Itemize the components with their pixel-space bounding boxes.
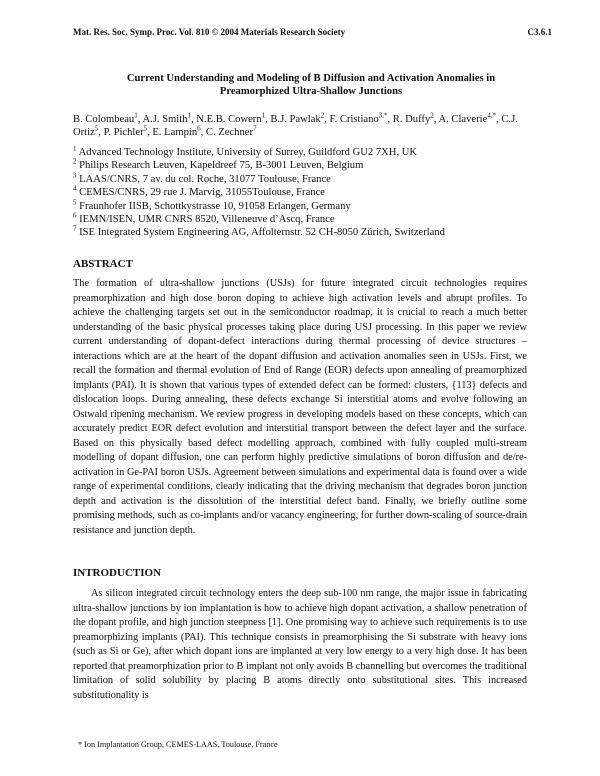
author-name: C.J. Ortiz (73, 114, 518, 139)
affiliation (73, 226, 560, 239)
paper-title (70, 72, 552, 98)
affiliation-number: 1 (73, 144, 77, 153)
author-name: B.J. Pawlak (270, 114, 321, 125)
author-affiliation-mark: 1 (134, 111, 138, 120)
author-affiliation-mark: 1 (187, 111, 191, 120)
affiliation-number: 6 (73, 211, 77, 220)
author-name: B. Colombeau (73, 114, 135, 125)
abstract-heading: ABSTRACT (73, 258, 133, 270)
affiliation-text: ISE Integrated System Engineering AG, Affolternstr. 52 CH-8050 Zürich, Switzerland (76, 227, 445, 239)
author (103, 124, 148, 139)
author-affiliation-mark: 5 (143, 124, 148, 133)
affiliation-text: CEMES/CNRS, 29 rue J. Marvig, 31055Toulouse, France (76, 187, 325, 199)
affiliation-number: 7 (73, 224, 77, 233)
introduction-heading: INTRODUCTION (73, 567, 162, 579)
author (142, 111, 191, 125)
author-affiliation-mark: 4,* (487, 111, 497, 120)
affiliation (73, 186, 560, 199)
author-affiliation-mark: 6 (197, 124, 201, 133)
author-affiliation-mark: 5 (94, 124, 99, 133)
affiliation-text: Advanced Technology Institute, University of Surrey, Guildford GU2 7XH, UK (76, 147, 418, 158)
affiliation-list (73, 146, 560, 240)
author-affiliation-mark: 2 (430, 111, 434, 120)
affiliation-text: IEMN/ISEN, UMR CNRS 8520, Villeneuve d’Ascq, France (76, 214, 335, 226)
author (152, 124, 201, 139)
author-name: A.J. Smith (142, 114, 188, 125)
affiliation (73, 213, 560, 226)
introduction-text: As silicon integrated circuit technology enters the deep sub-100 nm range, the major issue in fabricating ultra-shallow junctions by ion implantation is how to achieve high dopant activation, a shallow penetration of the dopant profile, and high junction steepness [1]. One promising way to achieve such requirements is to use preamorphizing implants (PAI). This technique consists in preamorphising the Si substrate with heavy ions (such as Si or Ge), after which dopant ions are implanted at very low energy to a very high dose. It has been reported that preamorphization prior to B implant not only avoids B channelling but overcomes the traditional limitation of solid solubility by placing B atoms directly onto substitutional sites. This increased substitutionality is (73, 588, 527, 701)
author (329, 111, 388, 125)
author-name: E. Lampin (152, 127, 198, 139)
author-name: N.E.B. Cowern (196, 114, 262, 125)
author-affiliation-mark: 7 (252, 124, 257, 133)
affiliation-number: 5 (73, 198, 77, 207)
affiliation-text: Fraunhofer IISB, Schottkystrasse 10, 91058 Erlangen, Germany (76, 200, 351, 212)
author-name: F. Cristiano (329, 114, 379, 125)
affiliation (73, 200, 560, 213)
author (196, 111, 266, 125)
author (205, 124, 257, 139)
author-name: A. Claverie (438, 114, 488, 125)
affiliation-number: 3 (73, 171, 77, 180)
title-line-2: Preamorphized Ultra-Shallow Junctions (219, 86, 403, 97)
author-affiliation-mark: 1 (261, 111, 266, 120)
author (392, 111, 434, 125)
affiliation (73, 173, 560, 186)
affiliation-text: Philips Research Leuven, Kapeldreef 75, B-3001 Leuven, Belgium (76, 160, 364, 172)
affiliation (73, 146, 560, 159)
title-line-1: Current Understanding and Modeling of B Diffusion and Activation Anomalies in (126, 73, 496, 84)
affiliation-number: 2 (73, 157, 77, 166)
author-affiliation-mark: 3,* (378, 111, 388, 120)
author-name: C. Zechner (205, 127, 253, 139)
header-citation: Mat. Res. Soc. Symp. Proc. Vol. 810 © 2004 Materials Research Society (73, 27, 346, 37)
author (438, 111, 497, 125)
author-list: B. Colombeau$^1$, A.J. Smith$^1$, N.E.B. Cowern$^1$, B.J. Pawlak$^2$, F. Cristiano$^{3,*}$, R. Duffy$^2$, A. Claverie$^{4,*}$, C.J. Ortiz$^5$, P. Pichler$^5$, E. Lampin$^6$, C. Zechner$^7$ (73, 111, 518, 139)
affiliation (73, 159, 560, 172)
author-name: R. Duffy (392, 114, 431, 125)
author (73, 111, 138, 125)
footnote: * Ion Implantation Group, CEMES-LAAS, Toulouse, France (78, 740, 278, 749)
running-header (73, 27, 552, 37)
header-page-code: C3.6.1 (527, 27, 552, 37)
abstract-text: The formation of ultra-shallow junctions (USJs) for future integrated circuit technologies requires preamorphization and high dose boron doping to achieve high activation levels and abrupt profiles. To achieve the challenging targets set out in the semiconductor roadmap, it is crucial to reach a much better understanding of the basic physical processes taking place during USJ processing. In this paper we review current understanding of dopant-defect interactions during thermal processing of device structures – interactions which are at the heart of the dopant diffusion and activation anomalies seen in USJs. First, we recall the formation and thermal evolution of End of Range (EOR) defects upon annealing of preamorphized implants (PAI). It is shown that various types of extended defect can be formed: clusters, {113} defects and dislocation loops. During annealing, these defects exchange Si interstitial atoms and evolve following an Ostwald ripening mechanism. We review progress in developing models based on these concepts, which can accurately predict EOR defect evolution and interstitial transport between the defect layer and the surface. Based on this physically based defect modelling approach, combined with fully coupled multi-stream modelling of dopant diffusion, one can perform highly predictive simulations of boron diffusion and de/re-activation in Ge-PAI boron USJs. Agreement between simulations and experimental data is found over a wide range of experimental conditions, clearly indicating that the driving mechanism that degrades boron junction depth and activation is the dissolution of the interstitial defect band. Finally, we briefly outline some promising methods, such as co-implants and/or vacancy engineering, for further down-scaling of source-drain resistance and junction depth. (73, 278, 527, 536)
author-affiliation-mark: 2 (320, 111, 325, 120)
author-name: P. Pichler (103, 127, 144, 139)
author (270, 111, 325, 125)
affiliation-number: 4 (73, 184, 77, 193)
affiliation-text: LAAS/CNRS, 7 av. du col. Roche, 31077 Toulouse, France (76, 173, 331, 185)
